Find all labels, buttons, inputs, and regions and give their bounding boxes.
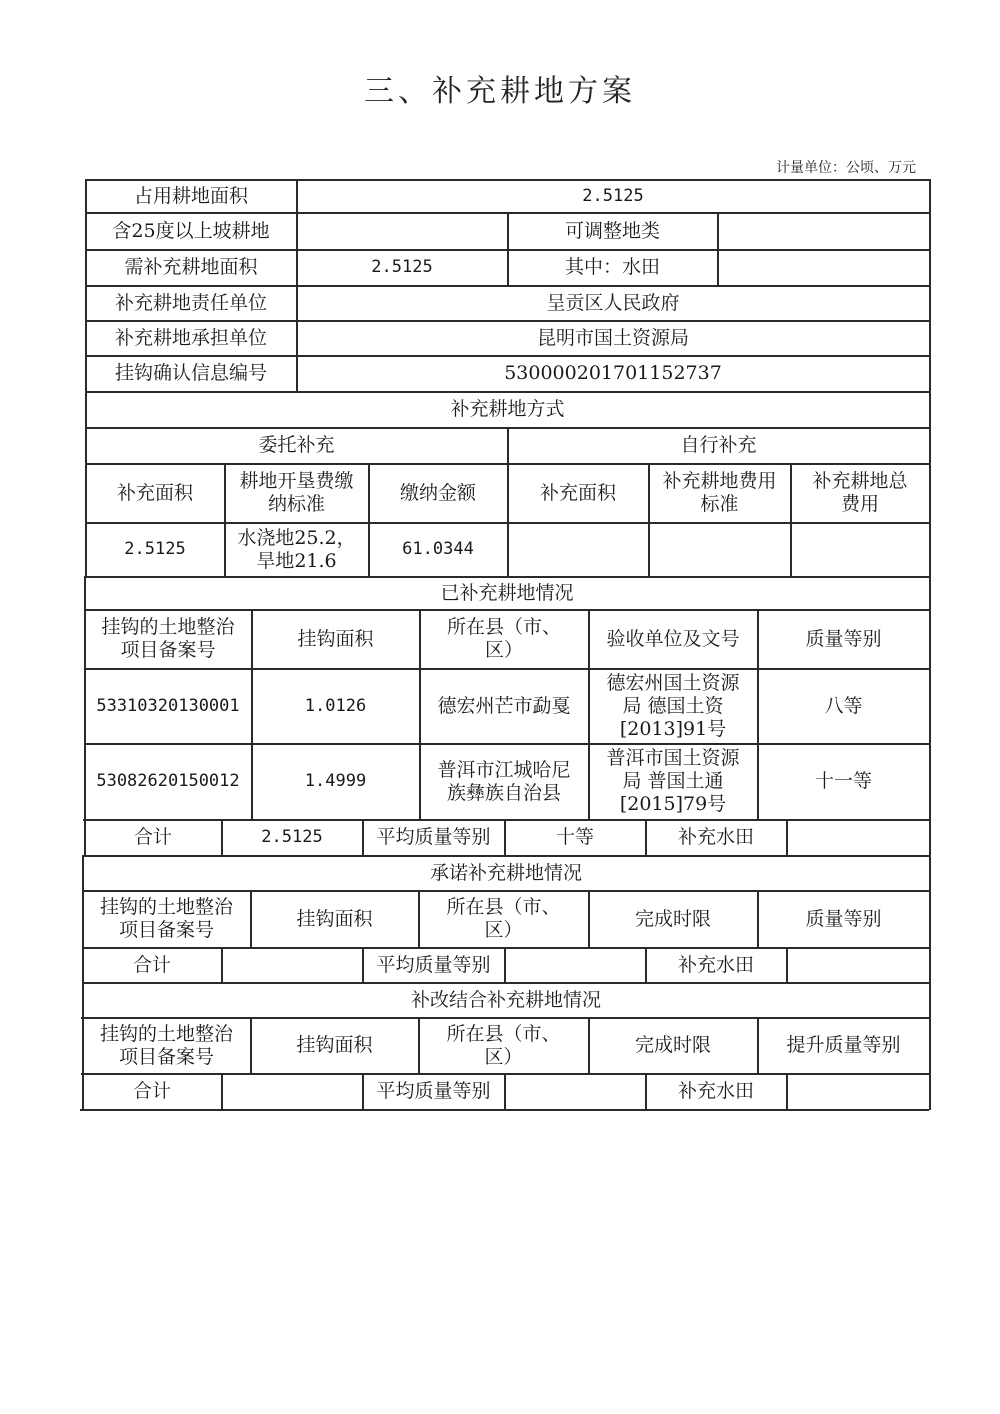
done-heading: 已补充耕地情况 xyxy=(440,581,574,604)
improve-paddy-label: 补充水田 xyxy=(677,1080,754,1102)
improve-project-header: 挂钩的土地整治 项目备案号 xyxy=(99,1022,233,1068)
page-title: 三、补充耕地方案 xyxy=(364,74,636,109)
responsible-unit-label: 补充耕地责任单位 xyxy=(114,291,267,314)
paid-amount-value: 61.0344 xyxy=(402,539,474,559)
done-grade-header: 质量等别 xyxy=(805,627,882,650)
improve-area-header: 挂钩面积 xyxy=(296,1034,373,1056)
promise-area-header: 挂钩面积 xyxy=(296,907,373,930)
done-paddy-value xyxy=(787,820,929,855)
promise-total-label: 合计 xyxy=(132,953,171,976)
done-avg-grade-label: 平均质量等别 xyxy=(376,826,491,848)
promise-deadline-header: 完成时限 xyxy=(634,907,711,930)
bearing-unit-value: 昆明市国土资源局 xyxy=(536,326,689,349)
occupied-area-value: 2.5125 xyxy=(582,185,644,206)
confirm-number-value: 530000201701152737 xyxy=(504,362,722,384)
paddy-label: 其中：水田 xyxy=(564,256,660,278)
improve-total-label: 合计 xyxy=(132,1080,171,1102)
self-heading: 自行补充 xyxy=(680,434,757,456)
promise-total-value xyxy=(222,948,362,982)
confirm-number-label: 挂钩确认信息编号 xyxy=(114,362,267,384)
self-total-fee-header: 补充耕地总 费用 xyxy=(812,470,908,515)
slope-land-label: 含25度以上坡耕地 xyxy=(112,219,270,242)
paddy-value xyxy=(718,250,929,285)
improve-total-value xyxy=(222,1074,362,1109)
self-fee-standard-value xyxy=(649,523,790,576)
method-heading: 补充耕地方式 xyxy=(450,398,565,420)
adjustable-land-value xyxy=(718,213,929,249)
table-row: 53310320130001 xyxy=(96,695,240,716)
need-area-value: 2.5125 xyxy=(371,257,433,277)
need-area-label: 需补充耕地面积 xyxy=(124,256,258,278)
done-row-2-area: 1.4999 xyxy=(304,771,367,791)
responsible-unit-value: 呈贡区人民政府 xyxy=(546,291,680,314)
entrust-heading: 委托补充 xyxy=(258,434,335,456)
bearing-unit-label: 补充耕地承担单位 xyxy=(114,326,267,349)
promise-paddy-label: 补充水田 xyxy=(677,953,754,976)
fee-standard-header: 耕地开垦费缴 纳标准 xyxy=(239,470,354,515)
promise-paddy-value xyxy=(787,948,929,982)
improve-county-header: 所在县（市、 区） xyxy=(446,1022,561,1068)
entrust-area-header: 补充面积 xyxy=(116,481,193,504)
done-accept-header: 验收单位及文号 xyxy=(606,627,740,650)
promise-grade-header: 质量等别 xyxy=(805,907,882,930)
done-row-1-grade: 八等 xyxy=(824,694,863,717)
improve-deadline-header: 完成时限 xyxy=(634,1034,711,1056)
done-total-label: 合计 xyxy=(133,826,172,848)
done-row-1-accept: 德宏州国土资源 局 德国土资 [2013]91号 xyxy=(606,671,740,740)
done-total-value: 2.5125 xyxy=(261,827,323,847)
improve-heading: 补改结合补充耕地情况 xyxy=(410,988,601,1011)
slope-land-value xyxy=(297,213,507,249)
self-total-fee-value xyxy=(791,523,929,576)
entrust-area-value: 2.5125 xyxy=(124,539,186,559)
done-row-2-accept: 普洱市国土资源 局 普国土通 [2015]79号 xyxy=(606,747,740,815)
improve-grade-header: 提升质量等别 xyxy=(786,1034,901,1056)
self-area-value xyxy=(508,523,648,576)
done-avg-grade-value: 十等 xyxy=(555,826,594,848)
paid-amount-header: 缴纳金额 xyxy=(399,481,476,504)
improve-avg-grade-label: 平均质量等别 xyxy=(376,1080,491,1102)
promise-heading: 承诺补充耕地情况 xyxy=(429,861,582,884)
occupied-area-label: 占用耕地面积 xyxy=(133,184,248,207)
done-row-2-county: 普洱市江城哈尼 族彝族自治县 xyxy=(437,758,571,804)
self-fee-standard-header: 补充耕地费用 标准 xyxy=(662,470,777,515)
done-row-1-area: 1.0126 xyxy=(304,695,367,716)
done-row-2-grade: 十一等 xyxy=(814,770,872,792)
improve-paddy-value xyxy=(787,1074,929,1109)
fee-standard-value: 水浇地25.2， 旱地21.6 xyxy=(237,526,356,572)
improve-avg-grade-value xyxy=(505,1074,645,1109)
done-paddy-label: 补充水田 xyxy=(677,826,754,848)
done-row-1-county: 德宏州芒市勐戛 xyxy=(437,694,571,717)
unit-note: 计量单位：公顷、万元 xyxy=(776,160,916,176)
table-row: 53082620150012 xyxy=(96,771,240,791)
done-project-header: 挂钩的土地整治 项目备案号 xyxy=(101,616,235,661)
done-area-header: 挂钩面积 xyxy=(297,627,374,650)
promise-county-header: 所在县（市、 区） xyxy=(446,896,561,941)
promise-avg-grade-label: 平均质量等别 xyxy=(376,953,491,976)
promise-avg-grade-value xyxy=(505,948,645,982)
self-area-header: 补充面积 xyxy=(539,481,616,504)
adjustable-land-label: 可调整地类 xyxy=(564,219,660,242)
done-county-header: 所在县（市、 区） xyxy=(446,616,561,661)
promise-project-header: 挂钩的土地整治 项目备案号 xyxy=(99,896,233,941)
